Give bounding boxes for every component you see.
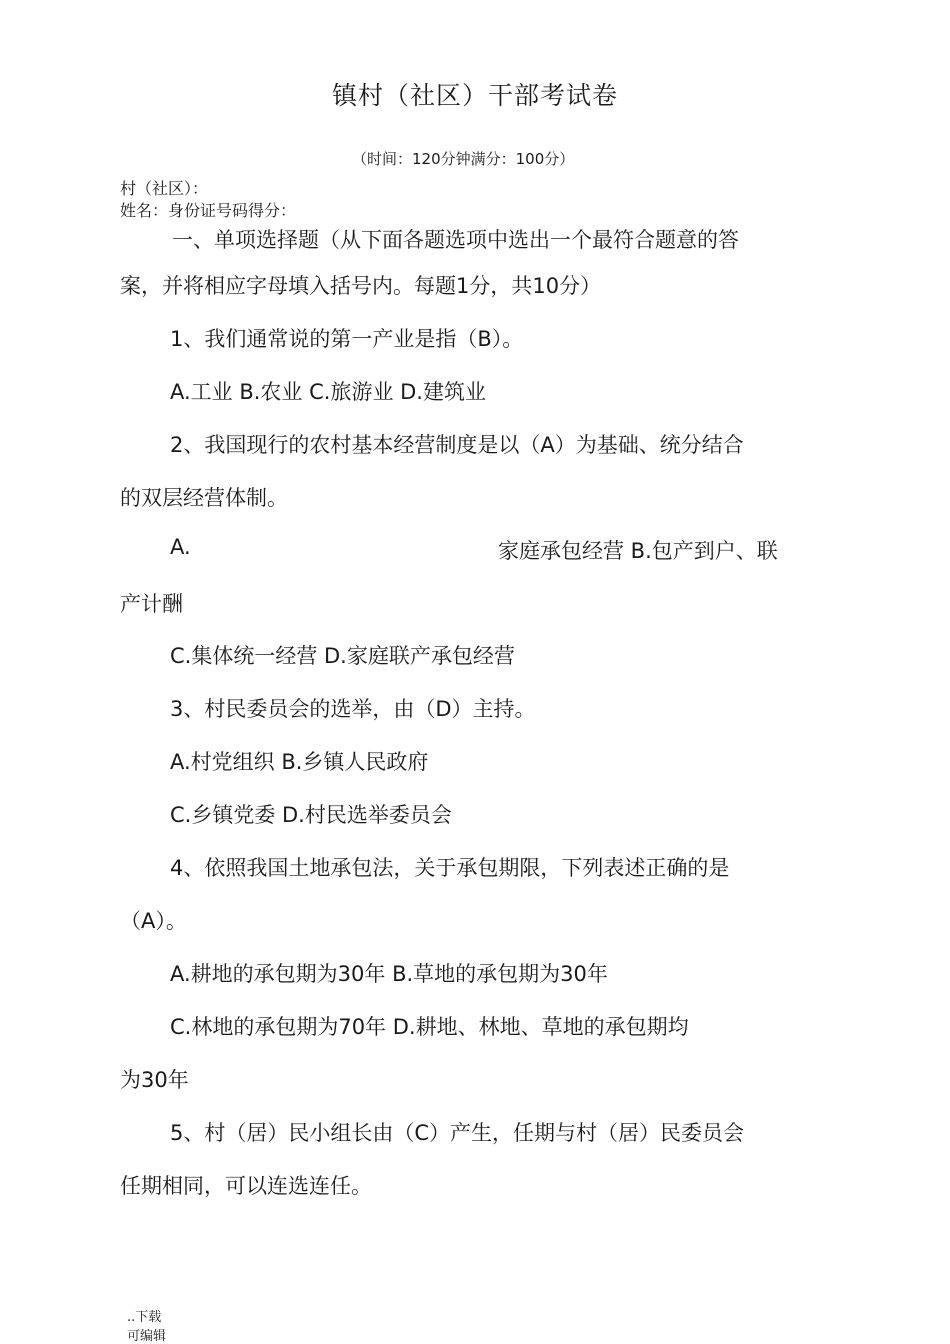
question-5-stem-cont: 任期相同，可以连选连任。 xyxy=(120,1174,372,1198)
section-heading-cont: 案，并将相应字母填入括号内。每题1分，共10分） xyxy=(120,274,602,298)
section-heading: 一、单项选择题（从下面各题选项中选出一个最符合题意的答 xyxy=(172,228,739,252)
question-1-stem: 1、我们通常说的第一产业是指（B）。 xyxy=(170,327,524,351)
question-2-option-b-cont: 产计酬 xyxy=(120,592,183,616)
document-title: 镇村（社区）干部考试卷 xyxy=(331,81,618,110)
question-2-option-a-prefix: A. xyxy=(170,535,191,559)
question-5-stem: 5、村（居）民小组长由（C）产生，任期与村（居）民委员会 xyxy=(170,1121,745,1145)
footer-editable-note: 可编辑 xyxy=(127,1329,167,1344)
question-2-stem-cont: 的双层经营体制。 xyxy=(120,486,288,510)
footer-download-note: ..下载 xyxy=(127,1310,162,1325)
question-3-stem: 3、村民委员会的选举，由（D）主持。 xyxy=(170,697,536,721)
exam-time-and-score: （时间：120分钟满分：100分） xyxy=(352,150,575,168)
question-4-options-cd-cont: 为30年 xyxy=(120,1068,189,1092)
question-3-options-cd: C.乡镇党委 D.村民选举委员会 xyxy=(170,803,452,827)
question-4-stem-cont: （A）。 xyxy=(120,909,187,933)
question-4-stem: 4、依照我国土地承包法，关于承包期限，下列表述正确的是 xyxy=(170,856,730,880)
village-field-label: 村（社区）： xyxy=(120,179,209,198)
question-2-options-ab: 家庭承包经营 B.包产到户、联 xyxy=(498,539,778,563)
question-2-stem: 2、我国现行的农村基本经营制度是以（A）为基础、统分结合 xyxy=(170,433,744,457)
name-id-score-label: 姓名：身份证号码得分： xyxy=(120,201,297,220)
question-3-options-ab: A.村党组织 B.乡镇人民政府 xyxy=(170,750,429,774)
question-4-options-cd: C.林地的承包期为70年 D.耕地、林地、草地的承包期均 xyxy=(170,1015,689,1039)
question-4-options-ab: A.耕地的承包期为30年 B.草地的承包期为30年 xyxy=(170,962,608,986)
question-1-options: A.工业 B.农业 C.旅游业 D.建筑业 xyxy=(170,380,486,404)
question-2-options-cd: C.集体统一经营 D.家庭联产承包经营 xyxy=(170,644,515,668)
